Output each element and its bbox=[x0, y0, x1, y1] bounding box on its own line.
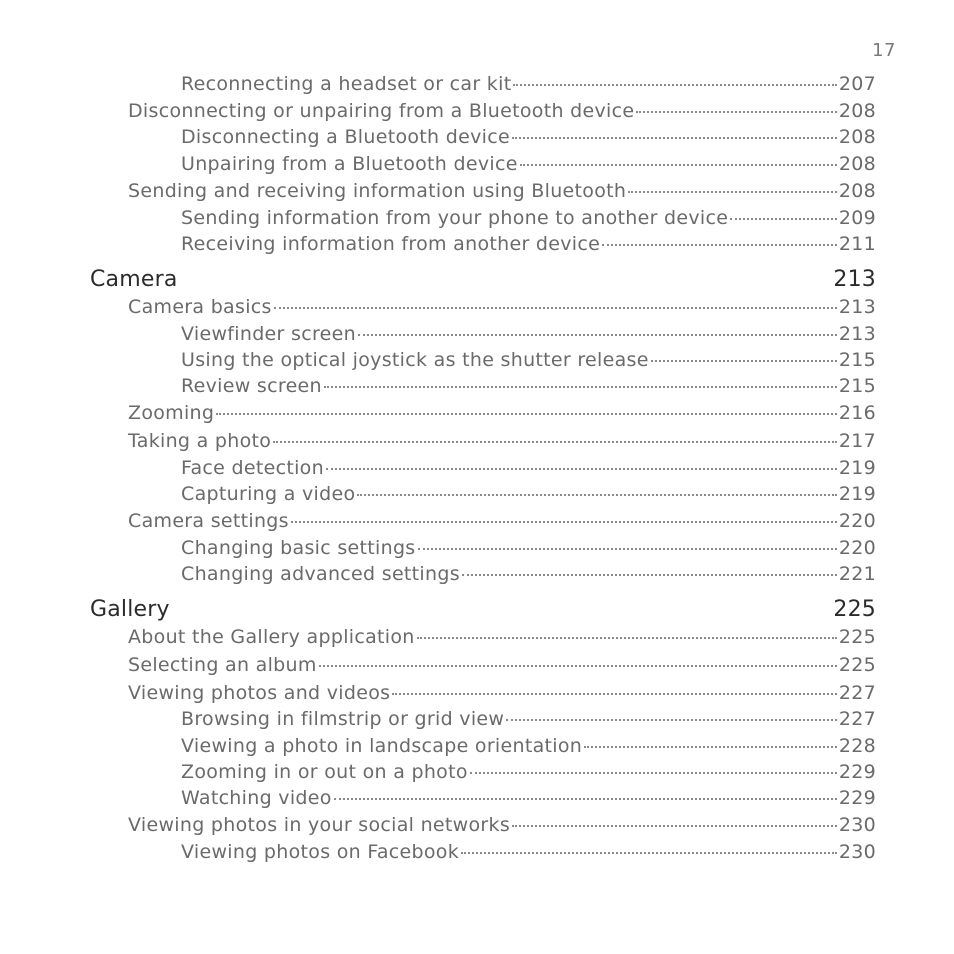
toc-entry-page: 225 bbox=[838, 626, 876, 648]
dot-leader bbox=[357, 494, 836, 496]
dot-leader bbox=[461, 852, 837, 854]
toc-entry-page: 208 bbox=[838, 100, 876, 122]
toc-entry[interactable] bbox=[181, 455, 876, 481]
toc-entry-title: Camera basics bbox=[128, 296, 272, 318]
toc-entry[interactable] bbox=[181, 124, 876, 150]
toc-entry[interactable] bbox=[181, 561, 876, 587]
toc-entry-page: 225 bbox=[838, 654, 876, 676]
dot-leader bbox=[462, 574, 837, 576]
dot-leader bbox=[216, 413, 837, 415]
toc-entry-title: Zooming in or out on a photo bbox=[181, 761, 468, 783]
dot-leader bbox=[602, 244, 837, 246]
toc-entry-title: About the Gallery application bbox=[128, 626, 415, 648]
toc-entry-page: 227 bbox=[838, 682, 876, 704]
toc-entry-page: 227 bbox=[838, 708, 876, 730]
dot-leader bbox=[512, 137, 837, 139]
dot-leader bbox=[334, 798, 837, 800]
toc-entry-page: 217 bbox=[838, 430, 876, 452]
toc-entry[interactable] bbox=[128, 624, 876, 650]
dot-leader bbox=[418, 548, 837, 550]
toc-entry[interactable] bbox=[128, 294, 876, 320]
toc-entry[interactable] bbox=[181, 151, 876, 177]
toc-entry-page: 208 bbox=[838, 126, 876, 148]
toc-entry-title: Viewfinder screen bbox=[181, 323, 356, 345]
toc-entry-title: Disconnecting or unpairing from a Bluetooth device bbox=[128, 100, 635, 122]
dot-leader bbox=[326, 468, 837, 470]
dot-leader bbox=[274, 307, 837, 309]
toc-entry-title: Capturing a video bbox=[181, 483, 356, 505]
toc-entry-page: 211 bbox=[838, 233, 876, 255]
toc-entry-title: Zooming bbox=[128, 402, 215, 424]
dot-leader bbox=[417, 637, 837, 639]
dot-leader bbox=[319, 665, 837, 667]
toc-entry[interactable] bbox=[181, 347, 876, 373]
toc-entry-title: Reconnecting a headset or car kit bbox=[181, 73, 512, 95]
toc-entry-page: 220 bbox=[838, 510, 876, 532]
dot-leader bbox=[512, 825, 837, 827]
toc-entry-page: 225 bbox=[833, 597, 876, 622]
toc-entry[interactable] bbox=[128, 428, 876, 454]
dot-leader bbox=[470, 772, 837, 774]
toc-entry-title: Receiving information from another device bbox=[181, 233, 601, 255]
toc-entry-title: Selecting an album bbox=[128, 654, 317, 676]
toc-entry[interactable] bbox=[181, 321, 876, 347]
toc-entry-title: Unpairing from a Bluetooth device bbox=[181, 153, 518, 175]
toc-entry[interactable] bbox=[181, 71, 876, 97]
toc-entry[interactable] bbox=[181, 733, 876, 759]
toc-entry[interactable] bbox=[128, 178, 876, 204]
toc-entry[interactable] bbox=[181, 231, 876, 257]
toc-entry-page: 230 bbox=[838, 814, 876, 836]
toc-entry-title: Browsing in filmstrip or grid view bbox=[181, 708, 505, 730]
toc-entry-title: Watching video bbox=[181, 787, 332, 809]
toc-entry[interactable] bbox=[128, 652, 876, 678]
dot-leader bbox=[324, 386, 837, 388]
dot-leader bbox=[651, 360, 837, 362]
toc-entry[interactable] bbox=[181, 481, 876, 507]
toc-entry[interactable] bbox=[128, 98, 876, 124]
toc-entry-page: 208 bbox=[838, 153, 876, 175]
toc-entry[interactable] bbox=[181, 759, 876, 785]
toc-entry-page: 215 bbox=[838, 349, 876, 371]
toc-entry-title: Face detection bbox=[181, 457, 324, 479]
dot-leader bbox=[392, 693, 836, 695]
toc-entry[interactable] bbox=[181, 535, 876, 561]
toc-entry[interactable] bbox=[128, 508, 876, 534]
dot-leader bbox=[520, 164, 837, 166]
dot-leader bbox=[291, 521, 837, 523]
dot-leader bbox=[636, 111, 836, 113]
toc-chapter[interactable] bbox=[90, 597, 876, 623]
toc-entry-title: Using the optical joystick as the shutter release bbox=[181, 349, 649, 371]
toc-entry[interactable] bbox=[181, 205, 876, 231]
toc-entry-page: 219 bbox=[838, 457, 876, 479]
toc-entry-title: Changing advanced settings bbox=[181, 563, 460, 585]
toc-entry-title: Camera bbox=[90, 267, 178, 292]
dot-leader bbox=[730, 218, 837, 220]
toc-entry-page: 216 bbox=[838, 402, 876, 424]
toc-entry-title: Camera settings bbox=[128, 510, 289, 532]
toc-entry-title: Changing basic settings bbox=[181, 537, 416, 559]
toc-entry-title: Disconnecting a Bluetooth device bbox=[181, 126, 510, 148]
toc-entry-page: 229 bbox=[838, 761, 876, 783]
toc-entry-title: Viewing photos on Facebook bbox=[181, 841, 460, 863]
toc-entry-page: 207 bbox=[838, 73, 876, 95]
toc-entry-page: 229 bbox=[838, 787, 876, 809]
dot-leader bbox=[584, 746, 837, 748]
toc-entry-title: Sending information from your phone to another device bbox=[181, 207, 729, 229]
toc-entry-page: 221 bbox=[838, 563, 876, 585]
toc-entry-title: Viewing a photo in landscape orientation bbox=[181, 735, 583, 757]
dot-leader bbox=[273, 441, 837, 443]
toc-entry[interactable] bbox=[128, 400, 876, 426]
toc-entry-page: 213 bbox=[838, 296, 876, 318]
toc-entry-title: Viewing photos and videos bbox=[128, 682, 391, 704]
toc-entry-page: 215 bbox=[838, 375, 876, 397]
toc-entry-page: 209 bbox=[838, 207, 876, 229]
toc-entry-page: 228 bbox=[838, 735, 876, 757]
dot-leader bbox=[628, 191, 837, 193]
dot-leader bbox=[358, 334, 837, 336]
toc-entry-page: 213 bbox=[838, 323, 876, 345]
toc-entry[interactable] bbox=[181, 839, 876, 865]
toc-chapter[interactable] bbox=[90, 267, 876, 293]
toc-entry-page: 219 bbox=[838, 483, 876, 505]
toc-entry-title: Gallery bbox=[90, 597, 170, 622]
toc-entry-title: Sending and receiving information using Bluetooth bbox=[128, 180, 627, 202]
toc-entry[interactable] bbox=[128, 812, 876, 838]
toc-entry-title: Viewing photos in your social networks bbox=[128, 814, 511, 836]
toc-entry[interactable] bbox=[181, 706, 876, 732]
toc-entry-page: 213 bbox=[833, 267, 876, 292]
toc-entry-title: Taking a photo bbox=[128, 430, 272, 452]
toc-entry-page: 220 bbox=[838, 537, 876, 559]
toc-entry-page: 230 bbox=[838, 841, 876, 863]
toc-entry[interactable] bbox=[181, 373, 876, 399]
dot-leader bbox=[513, 84, 836, 86]
dot-leader bbox=[506, 719, 837, 721]
toc-entry[interactable] bbox=[181, 785, 876, 811]
page-number: 17 bbox=[872, 40, 896, 61]
toc-entry[interactable] bbox=[128, 680, 876, 706]
toc-entry-title: Review screen bbox=[181, 375, 322, 397]
toc-entry-page: 208 bbox=[838, 180, 876, 202]
